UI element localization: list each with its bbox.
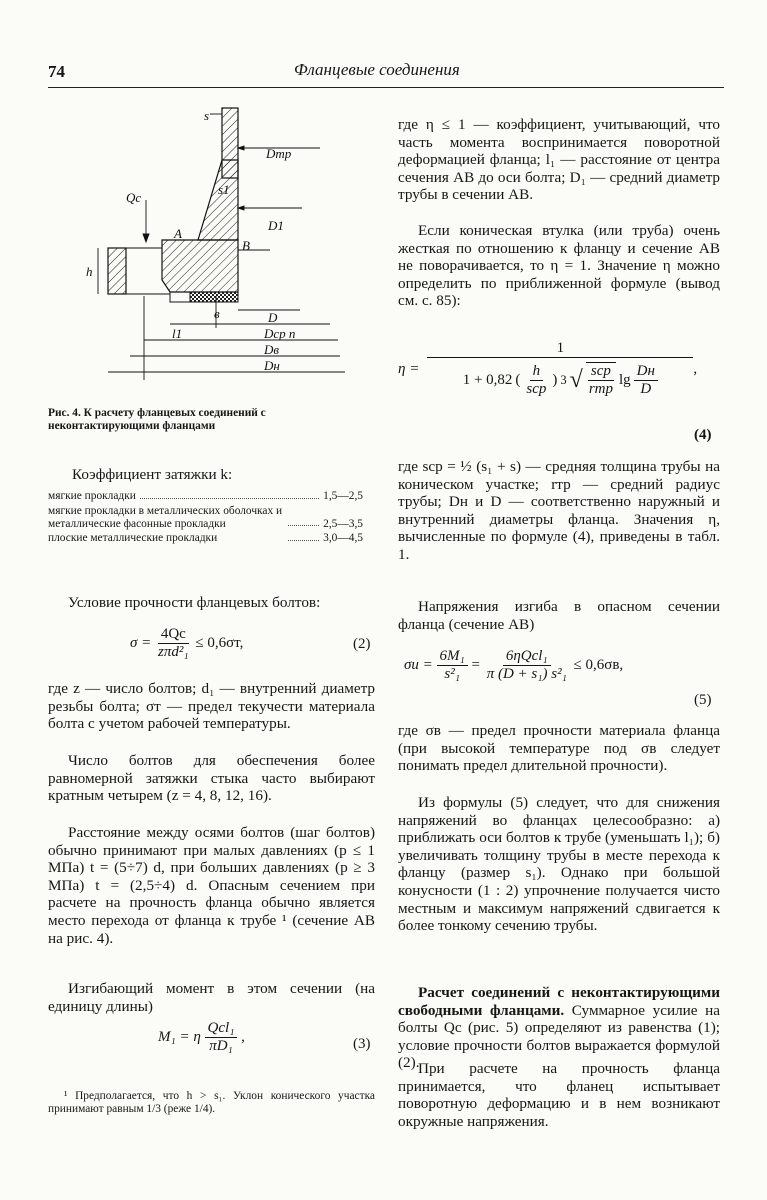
label-a: A: [174, 226, 182, 241]
coef-row: мягкие прокладки 1,5—2,5: [48, 490, 363, 502]
label-l1: l1: [172, 326, 183, 341]
right-para-6: Из формулы (5) следует, что для снижения напряжений во фланцах целесообразно: а) приближать оси болтов к трубе (уменьшать l₁); б) увеличивать толщину трубы в месте перехода к фланцу (размер s₁). Однако при большой конусности (1 : 2) упрочнение получается чисто местным и максимум напряжений сдвигается к более тонкому сечению трубы.: [398, 794, 720, 935]
flange-figure: [70, 100, 370, 398]
right-para-7: Расчет соединений с неконтактирующими свободными фланцами. Суммарное усилие на болты Qс (рис. 5) определяют из равенства (1); условие прочности болтов выражается формулой (2).: [398, 984, 720, 1072]
label-dn: Dн: [264, 358, 280, 373]
running-title: Фланцевые соединения: [294, 60, 460, 79]
label-d: D: [268, 310, 278, 325]
left-para-2: где z — число болтов; d₁ — внутренний диаметр резьбы болта; σт — предел текучести материала болта с учетом рабочей температуры.: [48, 680, 375, 733]
label-d1: D1: [268, 218, 284, 233]
coef-list: [48, 490, 363, 545]
coef-row: мягкие прокладки в металлических оболочках и металлические фасонные прокладки 2,5—3,5: [48, 504, 363, 530]
left-para-3: Число болтов для обеспечения более равномерной затяжки стыка часто выбирают кратным четырем (z = 4, 8, 12, 16).: [48, 752, 375, 805]
right-para-1: где η ≤ 1 — коэффициент, учитывающий, что часть момента воспринимается поворотной деформацией фланца; l₁ — расстояние от центра сечения AB до оси болта; D₁ — средний диаметр трубы в сечении AB.: [398, 116, 720, 204]
header-rule: [48, 87, 724, 88]
left-para-1: Условие прочности фланцевых болтов:: [68, 594, 321, 611]
label-h: h: [86, 264, 93, 279]
label-dcpn: Dcp n: [264, 326, 296, 341]
label-b: B: [242, 238, 250, 253]
right-para-3: где sср = ½ (s₁ + s) — средняя толщина трубы на коническом участке; rтр — средний радиус трубы; Dн и D — соответственно наружный и внутренний диаметры фланца. Значения η, вычисленные по формуле (4), приведены в табл. 1.: [398, 458, 720, 563]
right-para-8: При расчете на прочность фланца принимается, что фланец испытывает поворотную деформацию и в нем возникают окружные напряжения.: [398, 1060, 720, 1130]
figure-caption: Рис. 4. К расчету фланцевых соединений с неконтактирующими фланцами: [48, 407, 266, 432]
flange-section: [108, 108, 238, 302]
coef-row: плоские металлические прокладки 3,0—4,5: [48, 532, 363, 545]
equation-5-number: (5): [694, 692, 712, 708]
equation-3-number: (3): [353, 1036, 371, 1052]
left-para-5: Изгибающий момент в этом сечении (на единицу длины): [48, 980, 375, 1015]
label-s1: s1: [218, 182, 230, 197]
section-heading: Расчет соединений с неконтактирующими свободными фланцами.: [398, 984, 720, 1019]
label-qc: Qc: [126, 190, 142, 205]
equation-3: M₁ = η $\frac{\text{Qсl₁}}{\text{πD₁}}$ ,: [158, 1020, 245, 1054]
label-dmp: Dmp: [266, 146, 292, 161]
equation-2-number: (2): [353, 636, 371, 652]
left-para-4: Расстояние между осями болтов (шаг болтов) обычно принимают при малых давлениях (p ≤ 1 МПа) t = (5÷7) d, при больших давлениях (p ≥ 3 МПа) t = (2,5÷4) d. Опасным сечением при расчете на прочность фланца обычно является место перехода от фланца к трубе ¹ (сечение AB на рис. 4).: [48, 824, 375, 947]
label-bw: в: [214, 306, 220, 321]
right-para-5: где σв — предел прочности материала фланца (при высокой температуре под σв следует понимать предел длительной прочности).: [398, 722, 720, 775]
right-para-2: Если коническая втулка (или труба) очень жесткая по отношению к фланцу и сечение AB не поворачивается, то η = 1. Значение η можно определить по приближенной формуле (вывод см. с. 85):: [398, 222, 720, 310]
equation-5: σи = $\frac{\text{6M₁}}{\text{s²₁}}$ = $\frac{\text{6ηQсl₁}}{\text{π (D + s₁) s²₁}}$ ≤ 0,6σв,: [404, 648, 624, 682]
equation-4: η = 1 1 + 0,82 ( $\frac{h}{\text{sср}}$ ) 3 √ $\frac{\text{sср}}{\text{rтр}}$ lg $\frac{Dн}{D}$ ,: [398, 340, 698, 397]
label-s: s: [204, 108, 210, 123]
right-para-4: Напряжения изгиба в опасном сечении фланца (сечение AB): [398, 598, 720, 633]
footnote: ¹ Предполагается, что h > s₁. Уклон конического участка принимают равным 1/3 (реже 1/4).: [48, 1090, 375, 1115]
equation-2: σ = $\frac{4Qс}{\text{zπd²₁}}$ ≤ 0,6σт,: [130, 626, 244, 660]
equation-4-number: (4): [694, 427, 712, 443]
page-number: 74: [48, 62, 65, 81]
coef-title: Коэффициент затяжки k:: [72, 466, 233, 483]
label-dv: Dв: [264, 342, 280, 357]
